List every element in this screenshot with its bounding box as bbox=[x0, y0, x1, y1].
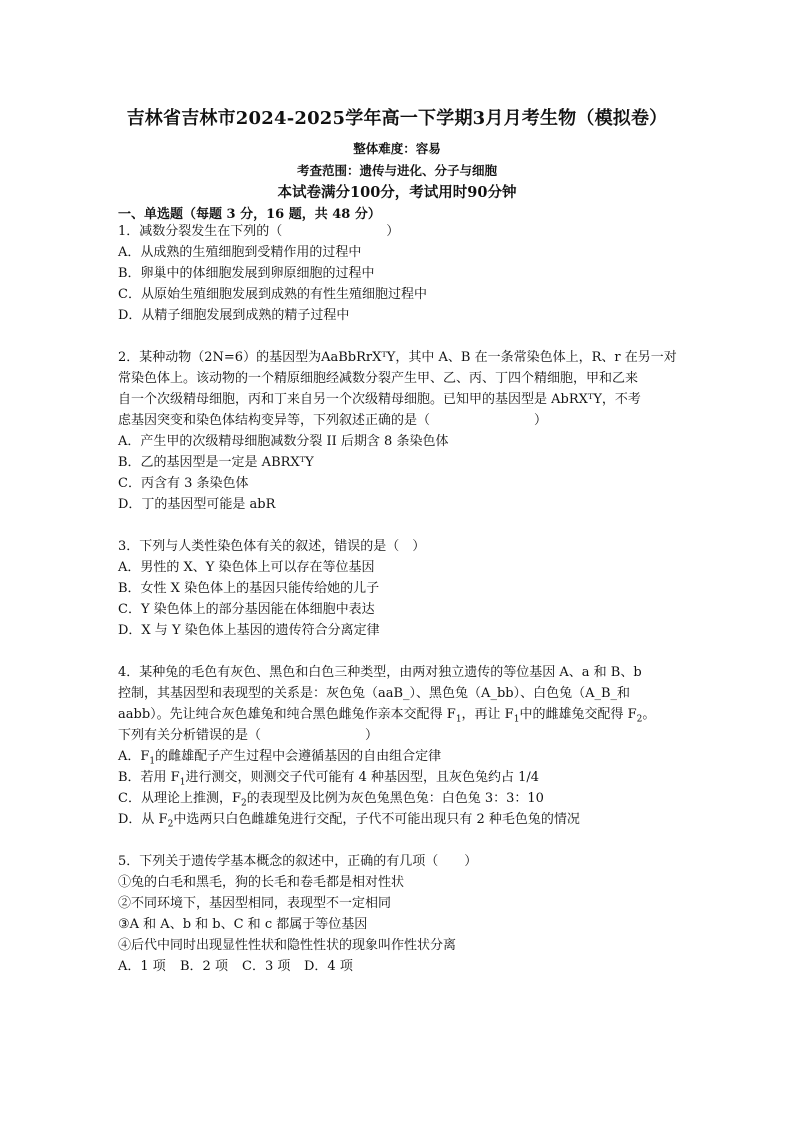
option-d: D．4 项 bbox=[304, 959, 353, 974]
option-text: B．若用 F bbox=[118, 770, 180, 785]
question-list bbox=[118, 221, 688, 977]
option-text: 的表现型及比例为灰色兔黑色兔：白色兔 3：3：10 bbox=[246, 791, 544, 806]
stem-text: aabb）。先让纯合灰色雄兔和纯合黑色雌兔作亲本交配得 F bbox=[118, 707, 456, 722]
option-text: C．从理论上推测，F bbox=[118, 791, 241, 806]
statement: ①兔的白毛和黑毛，狗的长毛和卷毛都是相对性状 bbox=[118, 875, 405, 890]
option-b: B．乙的基因型是一定是 ABRXᵀY bbox=[118, 455, 314, 470]
subscript: 2 bbox=[636, 714, 643, 725]
option-b: B．女性 X 染色体上的基因只能传给她的儿子 bbox=[118, 581, 380, 596]
statement: ②不同环境下，基因型相同，表现型不一定相同 bbox=[118, 896, 392, 911]
option-text: 的雌雄配子产生过程中会遵循基因的自由组合定律 bbox=[155, 749, 442, 764]
section-heading: 一、单选题（每题 3 分，16 题，共 48 分） bbox=[118, 207, 381, 222]
subscript: 2 bbox=[240, 798, 247, 809]
option-text: A．F bbox=[118, 749, 150, 764]
option-a: A．从成熟的生殖细胞到受精作用的过程中 bbox=[118, 245, 362, 260]
option-b bbox=[118, 767, 688, 788]
question-stem: 虑基因突变和染色体结构变异等，下列叙述正确的是（ ） bbox=[118, 413, 548, 428]
question-stem: 控制，其基因型和表现型的关系是：灰色兔（aaB_）、黑色兔（A_bb）、白色兔（A_B_和 bbox=[118, 686, 631, 701]
question-stem: 下列有关分析错误的是（ ） bbox=[118, 728, 379, 743]
spacer bbox=[118, 830, 688, 851]
spacer bbox=[118, 326, 688, 347]
option-c bbox=[118, 788, 688, 809]
stem-text: 中的雌雄兔交配得 F bbox=[519, 707, 637, 722]
option-text: 中选两只白色雌雄兔进行交配，子代不可能出现只有 2 种毛色兔的情况 bbox=[173, 812, 580, 827]
question-stem: 4．某种兔的毛色有灰色、黑色和白色三种类型，由两对独立遗传的等位基因 A、a 和 B、b bbox=[118, 665, 642, 680]
option-c: C．3 项 bbox=[242, 959, 291, 974]
subscript: 1 bbox=[455, 714, 462, 725]
option-a bbox=[118, 746, 688, 767]
options-row bbox=[118, 956, 688, 977]
exam-title: 吉林省吉林市2024-2025学年高一下学期3月月考生物（模拟卷） bbox=[126, 108, 668, 129]
question-stem: 常染色体上。该动物的一个精原细胞经减数分裂产生甲、乙、丙、丁四个精细胞，甲和乙来 bbox=[118, 371, 639, 386]
question-stem: 自一个次级精母细胞，丙和丁来自另一个次级精母细胞。已知甲的基因型是 AbRXᵀY，不考 bbox=[118, 392, 641, 407]
option-d: D．从精子细胞发展到成熟的精子过程中 bbox=[118, 308, 350, 323]
statement: ③A 和 A、b 和 b、C 和 c 都属于等位基因 bbox=[118, 917, 368, 932]
subscript: 1 bbox=[149, 756, 156, 767]
statement: ④后代中同时出现显性性状和隐性性状的现象叫作性状分离 bbox=[118, 938, 457, 953]
score-time-label: 本试卷满分100分，考试用时90分钟 bbox=[277, 184, 517, 201]
option-text: D．从 F bbox=[118, 812, 168, 827]
stem-text: 。 bbox=[642, 707, 656, 722]
option-a: A．男性的 X、Y 染色体上可以存在等位基因 bbox=[118, 560, 375, 575]
option-d: D．丁的基因型可能是 abR bbox=[118, 497, 276, 512]
option-c: C．丙含有 3 条染色体 bbox=[118, 476, 249, 491]
spacer bbox=[118, 641, 688, 662]
question-stem: 1．减数分裂发生在下列的（ ） bbox=[118, 224, 400, 239]
stem-text: ，再让 F bbox=[461, 707, 514, 722]
question-stem bbox=[118, 704, 688, 725]
option-text: 进行测交，则测交子代可能有 4 种基因型，且灰色兔约占 1/4 bbox=[185, 770, 540, 785]
option-b: B．2 项 bbox=[180, 959, 228, 974]
option-c: C．从原始生殖细胞发展到成熟的有性生殖细胞过程中 bbox=[118, 287, 427, 302]
subscript: 1 bbox=[513, 714, 520, 725]
question-stem: 3．下列与人类性染色体有关的叙述，错误的是（ ） bbox=[118, 539, 426, 554]
option-a: A．产生甲的次级精母细胞减数分裂 II 后期含 8 条染色体 bbox=[118, 434, 449, 449]
spacer bbox=[118, 515, 688, 536]
question-stem: 5．下列关于遗传学基本概念的叙述中，正确的有几项（ ） bbox=[118, 854, 478, 869]
scope-label: 考查范围：遗传与进化、分子与细胞 bbox=[296, 163, 497, 178]
option-a: A．1 项 bbox=[118, 959, 166, 974]
option-b: B．卵巢中的体细胞发展到卵原细胞的过程中 bbox=[118, 266, 375, 281]
subscript: 2 bbox=[167, 819, 174, 830]
option-d: D．X 与 Y 染色体上基因的遗传符合分离定律 bbox=[118, 623, 380, 638]
difficulty-label: 整体难度：容易 bbox=[353, 141, 441, 156]
subscript: 1 bbox=[179, 777, 186, 788]
question-stem: 2．某种动物（2N=6）的基因型为AaBbRrXᵀY，其中 A、B 在一条常染色体上，R、r 在另一对 bbox=[118, 350, 677, 365]
option-d bbox=[118, 809, 688, 830]
option-c: C．Y 染色体上的部分基因能在体细胞中表达 bbox=[118, 602, 375, 617]
